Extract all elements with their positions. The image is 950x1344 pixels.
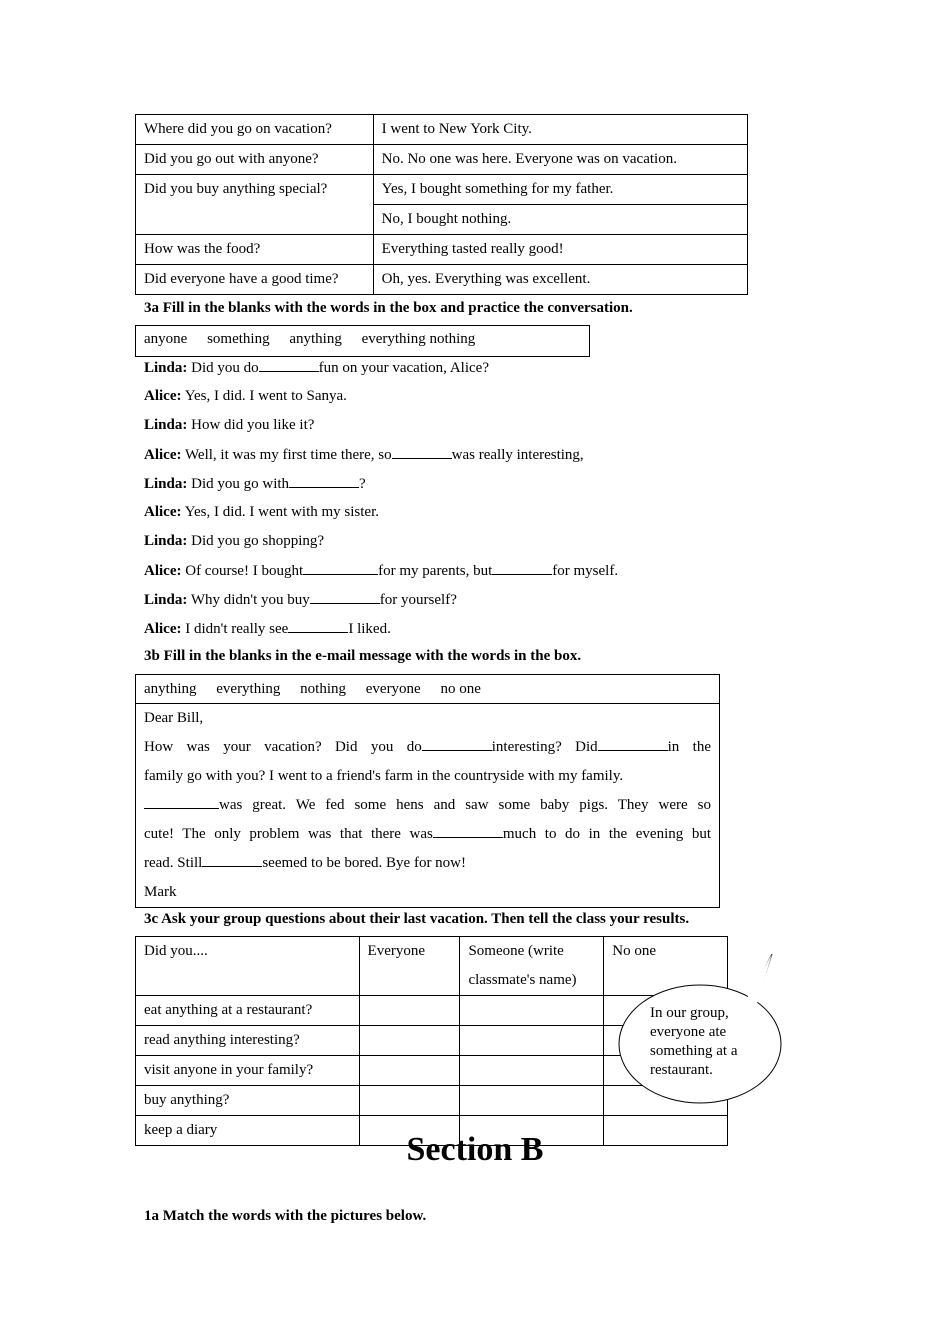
dialogue-line: Alice: Yes, I did. I went with my sister. [144,504,379,520]
email-body [136,704,719,907]
question-cell: Did everyone have a good time? [136,265,374,295]
word: anyone [144,331,188,347]
email-line: How was your vacation? Did you do interesting? Did in the [144,733,711,762]
table-row [136,235,748,265]
table-row [136,265,748,295]
exercise-3a-conversation [144,357,618,647]
speaker: Alice: [144,388,182,404]
word: nothing [300,681,346,697]
word: everything nothing [361,331,476,347]
email-line: cute! The only problem was that there was much to do in the evening but [144,820,711,849]
exercise-3b-email-box [135,674,720,908]
speaker: Alice: [144,563,182,579]
blank-field[interactable] [303,560,378,575]
speech-bubble-text: In our group, everyone ate something at a restaurant. [650,1005,738,1078]
answer-cell[interactable] [460,1086,604,1116]
answer-cell[interactable] [359,1056,460,1086]
column-header: Did you.... [136,937,360,996]
word: no one [440,681,481,697]
blank-field[interactable] [433,823,503,838]
dialogue-line: Linda: Why didn't you buy for yourself? [144,589,618,618]
word: anything [289,331,342,347]
question-cell: eat anything at a restaurant? [136,996,360,1026]
answer-cell[interactable] [460,996,604,1026]
exercise-3c-title: 3c Ask your group questions about their last vacation. Then tell the class your results. [144,911,690,927]
answer-cell[interactable] [460,1026,604,1056]
speaker: Alice: [144,621,182,637]
dialogue-line: Linda: Did you go shopping? [144,533,325,549]
exercise-3a-title: 3a Fill in the blanks with the words in the box and practice the conversation. [144,300,633,316]
question-cell: Did you buy anything special? [136,175,374,235]
dialogue-line: Linda: Did you go with ? [144,473,618,502]
dialogue-line: Alice: I didn't really see I liked. [144,618,618,647]
email-line: family go with you? I went to a friend's farm in the countryside with my family. [144,768,624,784]
question-cell: Where did you go on vacation? [136,115,374,145]
speaker: Alice: [144,447,182,463]
column-header: Everyone [359,937,460,996]
column-header: Someone (write classmate's name) [460,937,604,996]
answer-cell: Yes, I bought something for my father. [373,175,747,205]
section-b-title: Section B [406,1131,544,1168]
question-cell: read anything interesting? [136,1026,360,1056]
word: everyone [365,681,421,697]
word: something [207,331,270,347]
table-row [136,115,748,145]
speaker: Linda: [144,417,188,433]
speaker: Linda: [144,533,188,549]
word: anything [144,681,197,697]
blank-field[interactable] [492,560,552,575]
exercise-3a-word-box [135,325,590,357]
speaker: Linda: [144,360,188,376]
question-cell: buy anything? [136,1086,360,1116]
answer-cell[interactable] [359,1026,460,1056]
section-b-task: 1a Match the words with the pictures below. [144,1208,427,1224]
email-greeting: Dear Bill, [144,710,204,726]
answer-cell[interactable] [359,1086,460,1116]
answer-cell: No. No one was here. Everyone was on vacation. [373,145,747,175]
answer-cell[interactable] [460,1056,604,1086]
blank-field[interactable] [259,357,319,372]
blank-field[interactable] [288,618,348,633]
speaker: Alice: [144,504,182,520]
answer-cell: Everything tasted really good! [373,235,747,265]
email-line: was great. We fed some hens and saw some baby pigs. They were so [144,791,711,820]
question-cell: visit anyone in your family? [136,1056,360,1086]
column-header: No one [604,937,728,996]
email-signature: Mark [144,884,177,900]
question-cell: keep a diary [136,1116,360,1146]
blank-field[interactable] [422,736,492,751]
blank-field[interactable] [310,589,380,604]
exercise-3b-word-list [136,675,719,704]
speaker: Linda: [144,592,188,608]
exercise-3b-title: 3b Fill in the blanks in the e-mail message with the words in the box. [144,648,582,664]
dialogue-line: Alice: Yes, I did. I went to Sanya. [144,388,347,404]
question-cell: Did you go out with anyone? [136,145,374,175]
dialogue-line: Alice: Of course! I bought for my parents, but for myself. [144,560,618,589]
email-line: read. Still seemed to be bored. Bye for now! [144,849,711,878]
dialogue-line: Linda: Did you do fun on your vacation, Alice? [144,357,618,386]
dialogue-line: Alice: Well, it was my first time there, so was really interesting, [144,444,618,473]
vocab-table [135,114,748,295]
blank-field[interactable] [144,794,219,809]
answer-cell[interactable] [359,996,460,1026]
blank-field[interactable] [392,444,452,459]
speaker: Linda: [144,476,188,492]
table-row [136,175,748,205]
word: everything [216,681,281,697]
question-cell: How was the food? [136,235,374,265]
table-row [136,145,748,175]
answer-cell: Oh, yes. Everything was excellent. [373,265,747,295]
blank-field[interactable] [598,736,668,751]
answer-cell: I went to New York City. [373,115,747,145]
blank-field[interactable] [202,852,262,867]
answer-cell: No, I bought nothing. [373,205,747,235]
dialogue-line: Linda: How did you like it? [144,417,315,433]
blank-field[interactable] [289,473,359,488]
